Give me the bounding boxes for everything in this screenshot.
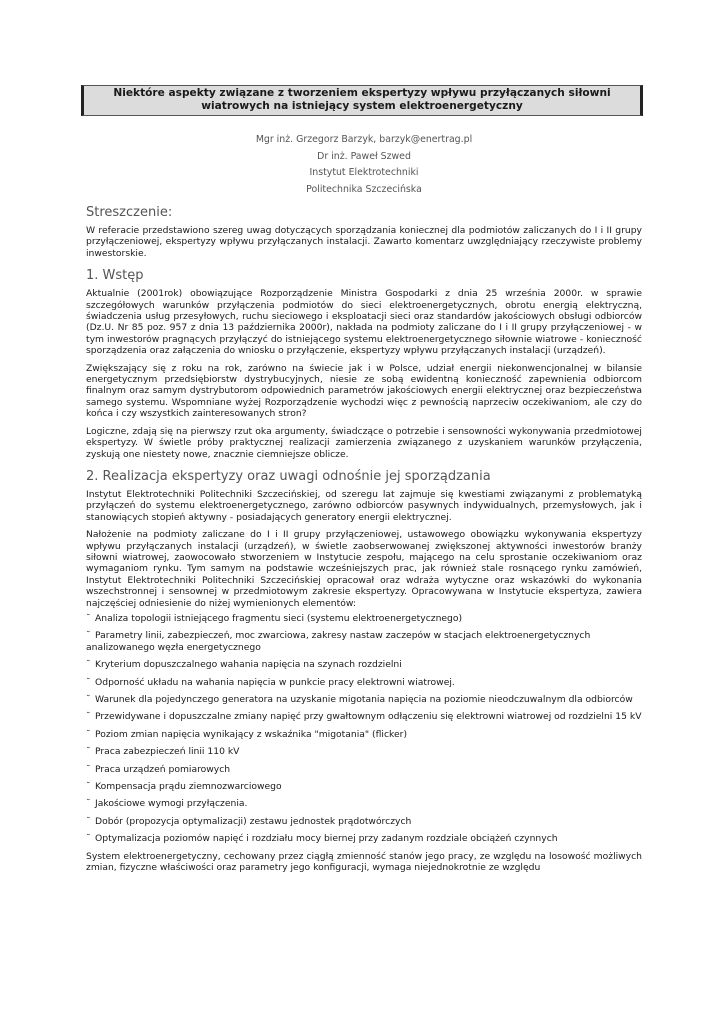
abstract-text: W referacie przedstawiono szereg uwag dotyczących sporządzania koniecznej dla podmiotów zaliczanych do I i II grupy przyłączeniowej, ekspertyzy wpływu przyłączanych instalacji. Zawarto komentarz uwzględniający rzeczywiste problemy inwestorskie. — [86, 225, 642, 259]
paragraph: Aktualnie (2001rok) obowiązujące Rozporządzenie Ministra Gospodarki z dnia 25 września 2000r. w sprawie szczegółowych warunków przyłączenia podmiotów do sieci elektroenergetycznych, obrotu energią elektryczną, świadczenia usług przesyłowych, ruchu sieciowego i eksploatacji sieci oraz standardów jakościowych obsługi odbiorców (Dz.U. Nr 85 poz. 957 z dnia 13 października 2000r), nakłada na podmioty zaliczane do I i II grupy przyłączeniowej - w tym inwestorów pragnących przyłączyć do istniejącego systemu elektroenergetycznego siłownie wiatrowe - konieczność sporządzenia oraz załączenia do wniosku o przyłączenie, ekspertyzy wpływu przyłączanych instalacji (urządzeń). — [86, 288, 642, 357]
abstract-heading: Streszczenie: — [86, 205, 173, 220]
bullet-mark: ˘ — [86, 630, 91, 642]
bullet-mark: ˘ — [86, 612, 91, 624]
list-item: ˘ Warunek dla pojedynczego generatora na uzyskanie migotania napięcia na poziomie nieodczuwalnym dla odbiorców — [86, 694, 633, 705]
list-item: ˘ Praca urządzeń pomiarowych — [86, 763, 231, 775]
bullet-mark: ˘ — [86, 676, 91, 688]
bullet-mark: ˘ — [86, 659, 91, 671]
list-item: ˘ Analiza topologii istniejącego fragmentu sieci (systemu elektroenergetycznego) — [86, 612, 463, 624]
bullet-mark: ˘ — [86, 815, 91, 827]
list-item: ˘ Parametry linii, zabezpieczeń, moc zwarciowa, zakresy nastaw zaczepów w stacjach elektroenergetycznych analizowanego węzła energetycznego — [86, 630, 591, 653]
section-heading-intro: 1. Wstęp — [86, 268, 144, 284]
list-item: ˘ Jakościowe wymogi przyłączenia. — [86, 798, 248, 810]
list-item: ˘ Poziom zmian napięcia wynikający z wskaźnika "migotania" (flicker) — [86, 728, 408, 740]
affiliation-line: Instytut Elektrotechniki — [309, 167, 419, 178]
bullet-mark: ˘ — [86, 798, 91, 810]
bullet-mark: ˘ — [86, 728, 91, 740]
affiliation-line: Politechnika Szczecińska — [306, 183, 422, 195]
section-heading-expertise: 2. Realizacja ekspertyzy oraz uwagi odnośnie jej sporządzania — [86, 468, 491, 484]
list-item: ˘ Optymalizacja poziomów napięć i rozdziału mocy biernej przy zadanym rozdziale obciążeń czynnych — [86, 833, 558, 845]
list-item: ˘ Odporność układu na wahania napięcia w punkcie pracy elektrowni wiatrowej. — [86, 676, 455, 688]
list-item: ˘ Kompensacja prądu ziemnozwarciowego — [86, 781, 282, 793]
author-line: Dr inż. Paweł Szwed — [317, 150, 411, 162]
paragraph: Zwiększający się z roku na rok, zarówno na świecie jak i w Polsce, udział energii niekonwencjonalnej w bilansie energetycznym przedsiębiorstw dystrybucyjnych, niesie ze sobą ewidentną konieczność zapewnienia odbiorcom finalnym oraz samym dystrybutorom odpowiednich parametrów jakościowych energii elektrycznej oraz bezpieczeństwa samego systemu. Wspomniane wyżej Rozporządzenie wychodzi więc z pewnością naprzeciw oczekiwaniom, ale czy do końca i czy wszystkich zainteresowanych stron? — [86, 362, 642, 420]
paragraph: Instytut Elektrotechniki Politechniki Szczecińskiej, od szeregu lat zajmuje się kwestiami związanymi z problematyką przyłączeń do systemu elektroenergetycznego, zarówno odbiorców pasywnych indywidualnych, przemysłowych, jak i stanowiących stopień aktywny - posiadających generatory energii elektrycznej. — [86, 488, 642, 523]
bullet-mark: ˘ — [86, 694, 91, 705]
bullet-mark: ˘ — [86, 746, 91, 758]
element-list — [86, 613, 642, 845]
bullet-mark: ˘ — [86, 781, 91, 793]
paper-title: Niektóre aspekty związane z tworzeniem ekspertyzy wpływu przyłączanych siłowni wiatrowych na istniejący system elektroenergetyczny — [81, 85, 643, 116]
list-item: ˘ Dobór (propozycja optymalizacji) zestawu jednostek prądotwórczych — [86, 815, 412, 827]
paragraph: Nałożenie na podmioty zaliczane do I i II grupy przyłączeniowej, ustawowego obowiązku wykonywania ekspertyzy wpływu przyłączanych instalacji (urządzeń), w świetle zaobserwowanej zwiększonej aktywności inwestorów branży siłowni wiatrowej, zaowocowało stworzeniem w Instytucie zespołu, mającego na celu sprostanie oczekiwaniom oraz wymaganiom rynku. Tym samym na podstawie wcześniejszych prac, jak również stale rosnącego rynku zamówień, Instytut Elektrotechniki Politechniki Szczecińskiej opracował oraz wdraża wytyczne oraz wskazówki do wykonania wszechstronnej i sensownej w przedmiotowym zakresie ekspertyzy. Opracowywana w Instytucie ekspertyza, zawiera najczęściej odniesienie do niżej wymienionych elementów: — [86, 529, 642, 609]
bullet-mark: ˘ — [86, 763, 91, 775]
paragraph: System elektroenergetyczny, cechowany przez ciągłą zmienność stanów jego pracy, ze względu na losowość możliwych zmian, fizyczne właściwości oraz parametry jego konfiguracji, wymaga niejednokrotnie ze względu — [86, 850, 642, 874]
author-block — [86, 132, 642, 198]
author-line: Mgr inż. Grzegorz Barzyk, barzyk@enertrag.pl — [255, 134, 473, 145]
list-item: ˘ Przewidywane i dopuszczalne zmiany napięć przy gwałtownym odłączeniu się elektrowni wiatrowej od rozdzielni 15 kV — [86, 711, 642, 723]
paragraph: Logiczne, zdają się na pierwszy rzut oka argumenty, świadczące o potrzebie i sensowności wykonywania przedmiotowej ekspertyzy. W świetle próby praktycznej realizacji zamierzenia związanego z uzyskaniem warunków przyłączenia, zyskują one niestety nowe, znacznie ciemniejsze oblicze. — [86, 425, 642, 460]
list-item: ˘ Praca zabezpieczeń linii 110 kV — [86, 746, 240, 758]
list-item: ˘ Kryterium dopuszczalnego wahania napięcia na szynach rozdzielni — [86, 659, 402, 671]
paper-page — [86, 85, 642, 879]
bullet-mark: ˘ — [86, 833, 91, 845]
bullet-mark: ˘ — [86, 711, 91, 723]
